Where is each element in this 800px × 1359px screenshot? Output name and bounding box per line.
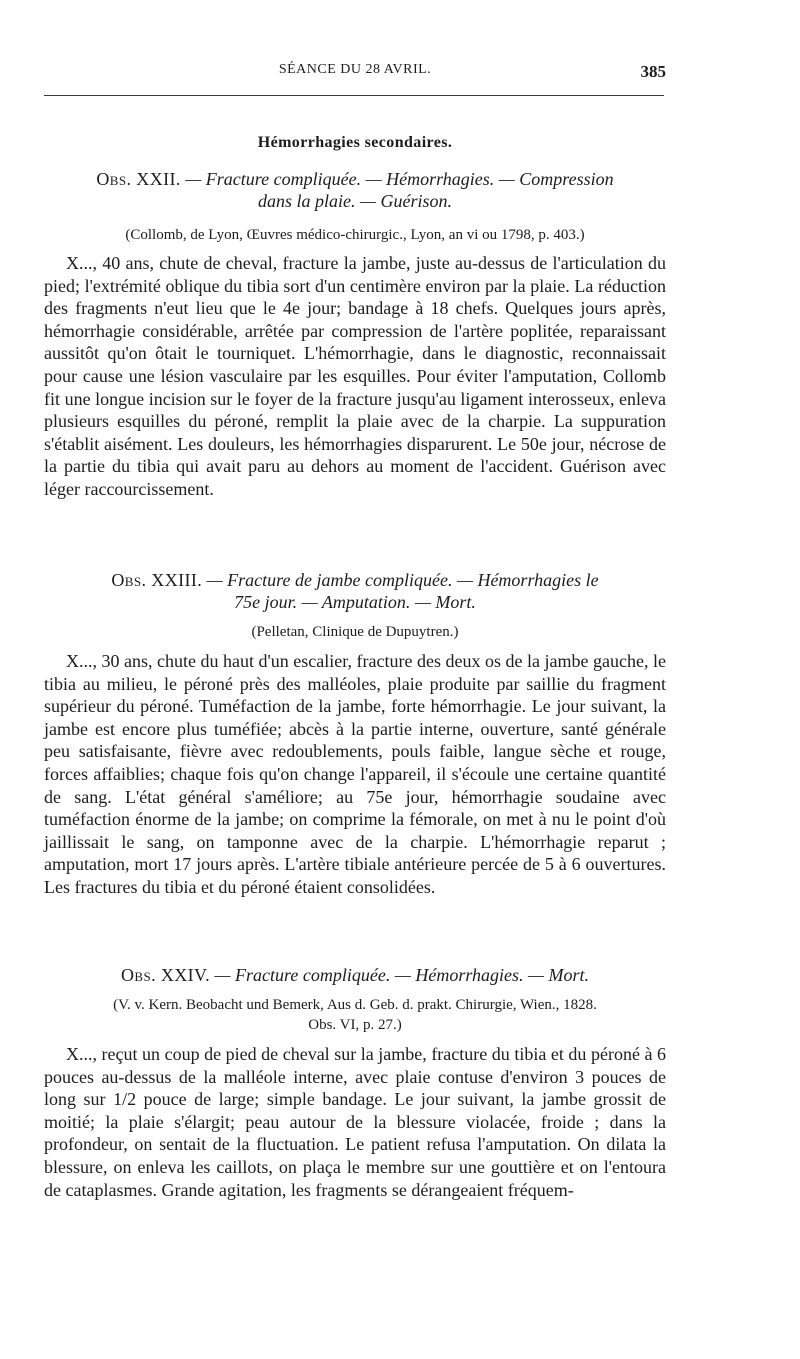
- source-line: Obs. VI, p. 27.): [308, 1017, 402, 1033]
- running-head: SÉANCE DU 28 AVRIL.: [278, 62, 432, 77]
- observation-source-22: (Collomb, de Lyon, Œuvres médico-chirurgic., Lyon, an vi ou 1798, p. 403.): [125, 227, 585, 243]
- observation-title-line: — Fracture compliquée. — Hémorrhagies. — Mort.: [214, 965, 590, 985]
- section-title: Hémorrhagies secondaires.: [257, 134, 453, 151]
- observation-title-23: [44, 569, 666, 613]
- observation-text-22: X..., 40 ans, chute de cheval, fracture la jambe, juste au-dessus de l'articulation du pied; l'extrémité oblique du tibia sort d'un centimère environ par la plaie. La réduction des fragments n'eut lieu que le 4e jour; bandage à 18 chefs. Quelques jours après, hémorrhagie considérable, arrêtée par compression de l'artère poplitée, reparaissant aussitôt qu'on ôtait le tourniquet. L'hémorrhagie, dans le diagnostic, reconnaissait pour cause une lésion vasculaire par les esquilles. Pour éviter l'amputation, Collomb fit une longue incision sur le foyer de la fracture jusqu'au ligament interosseux, enleva plusieurs esquilles du péroné, remplit la plaie avec de la charpie. La suppuration s'établit aisément. Les douleurs, les hémorrhagies disparurent. Le 50e jour, nécrose de la partie du tibia qui avait paru au dehors au moment de l'accident. Guérison avec léger raccourcissement.: [44, 253, 666, 499]
- page-header: [44, 62, 666, 84]
- observation-label: Obs. XXIII.: [111, 570, 203, 590]
- observation-title-line: — Fracture de jambe compliquée. — Hémorrhagies le: [206, 570, 599, 590]
- header-rule: [44, 95, 664, 96]
- observation-text-24: X..., reçut un coup de pied de cheval sur la jambe, fracture du tibia et du péroné à 6 pouces au-dessus de la malléole interne, avec plaie contuse d'environ 3 pouces de long sur 1/2 pouce de large; simple bandage. Le jour suivant, la jambe grossit de moitié; la plaie s'élargit; peau autour de la blessure violacée, froide ; dans la profondeur, on sentait de la fluctuation. Le patient refusa l'amputation. On dilata la blessure, on enleva les caillots, on plaça le membre sur une gouttière et on l'entoura de cataplasmes. Grande agitation, les fragments se dérangeaient fréquem-: [44, 1044, 666, 1200]
- observation-text-23: X..., 30 ans, chute du haut d'un escalier, fracture des deux os de la jambe gauche, le tibia au milieu, le péroné près des malléoles, plaie produite par saillie du fragment supérieur du péroné. Tuméfaction de la jambe, forte hémorrhagie. Le jour suivant, la jambe est encore plus tuméfiée; abcès à la partie interne, ouverture, santé générale peu satisfaisante, fièvre avec redoublements, pouls faible, langue sèche et rouge, forces affaiblies; chaque fois qu'on change l'appareil, il s'écoule une certaine quantité de sang. L'état général s'améliore; au 75e jour, hémorrhagie soudaine avec tuméfaction énorme de la jambe; on comprime la fémorale, on met à nu le point d'où jaillissait le sang, on tamponne avec de la charpie. L'hémorrhagie reparut ; amputation, mort 17 jours après. L'artère tibiale antérieure percée de 5 à 6 ouvertures. Les fractures du tibia et du péroné étaient consolidées.: [44, 651, 666, 897]
- observation-title-line: dans la plaie. — Guérison.: [257, 191, 452, 211]
- observation-label: Obs. XXIV.: [120, 965, 211, 985]
- observation-title-line: 75e jour. — Amputation. — Mort.: [234, 592, 476, 612]
- observation-source-24: [44, 995, 666, 1035]
- observation-label: Obs. XXII.: [96, 169, 181, 189]
- source-line: (V. v. Kern. Beobacht und Bemerk, Aus d. Geb. d. prakt. Chirurgie, Wien., 1828.: [113, 997, 597, 1013]
- observation-title-line: — Fracture compliquée. — Hémorrhagies. — Compression: [185, 169, 614, 189]
- observation-title-24: [44, 964, 666, 986]
- observation-title-22: [44, 168, 666, 212]
- page-number: 385: [640, 62, 666, 81]
- observation-source-23: (Pelletan, Clinique de Dupuytren.): [251, 624, 459, 640]
